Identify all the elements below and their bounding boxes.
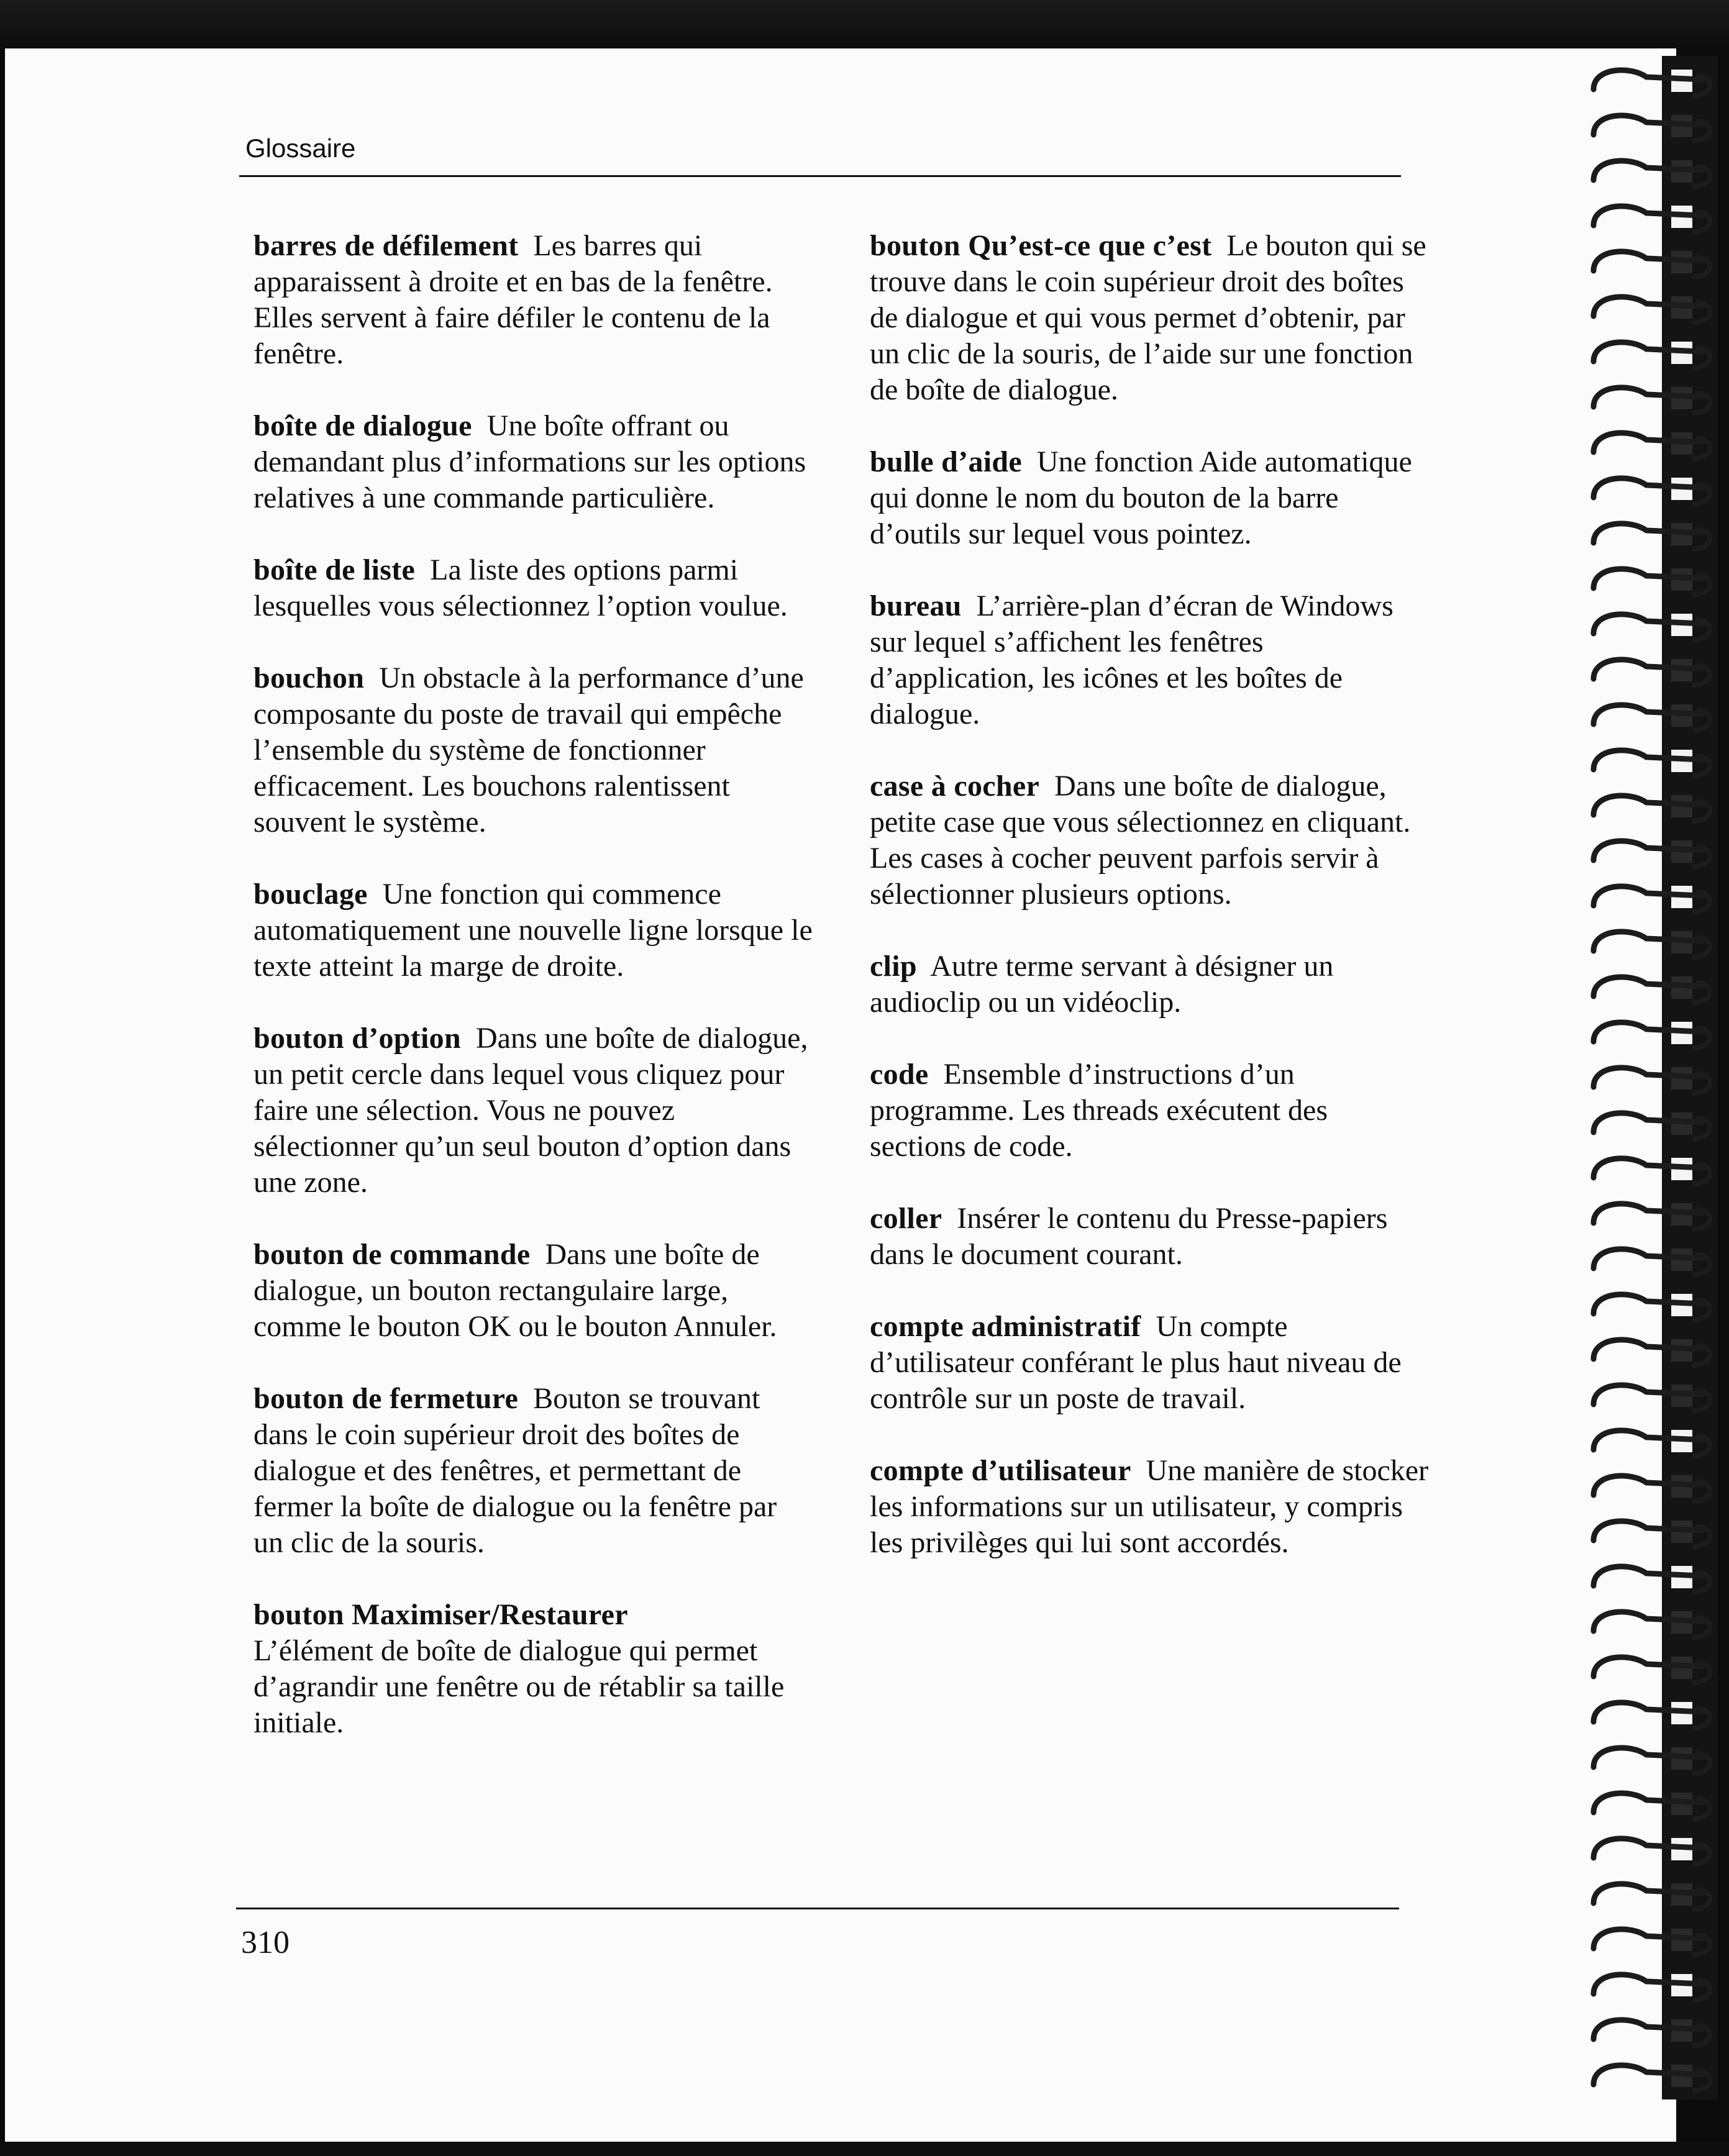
glossary-entry bbox=[870, 228, 1429, 408]
glossary-term: barres de défilement bbox=[253, 229, 519, 262]
scan-bottom-edge bbox=[0, 2142, 1729, 2156]
glossary-definition: Ensemble d’instructions d’un programme. Les threads exécutent des sections de code. bbox=[870, 1058, 1328, 1163]
glossary-definition: Un compte d’utilisateur conférant le plus haut niveau de contrôle sur un poste de travail. bbox=[870, 1310, 1402, 1415]
glossary-definition: La liste des options parmi lesquelles vous sélectionnez l’option voulue. bbox=[253, 553, 788, 622]
glossary-entry bbox=[870, 948, 1429, 1021]
glossary-definition: Insérer le contenu du Presse-papiers dans le document courant. bbox=[870, 1202, 1388, 1271]
glossary-entry bbox=[870, 1309, 1429, 1417]
glossary-term: bouclage bbox=[253, 878, 368, 911]
glossary-term: compte d’utilisateur bbox=[870, 1454, 1131, 1487]
glossary-definition: Dans une boîte de dialogue, un petit cercle dans lequel vous cliquez pour faire une sélection. Vous ne pouvez sélectionner qu’un seul bouton d’option dans une zone. bbox=[253, 1022, 808, 1199]
spiral-binding bbox=[1587, 56, 1718, 2099]
glossary-term: boîte de dialogue bbox=[253, 409, 472, 442]
running-header: Glossaire bbox=[245, 134, 356, 163]
glossary-definition: Une manière de stocker les informations sur un utilisateur, y compris les privilèges qui lui sont accordés. bbox=[870, 1454, 1429, 1559]
glossary-entry bbox=[870, 588, 1429, 732]
glossary-definition: Autre terme servant à désigner un audioclip ou un vidéoclip. bbox=[870, 950, 1334, 1019]
glossary-term: case à cocher bbox=[870, 770, 1040, 803]
glossary-term: bouton d’option bbox=[253, 1022, 461, 1055]
header-rule bbox=[239, 175, 1401, 177]
page-number: 310 bbox=[241, 1925, 290, 1960]
glossary-definition: L’élément de boîte de dialogue qui permet d’agrandir une fenêtre ou de rétablir sa taille initiale. bbox=[253, 1634, 785, 1739]
glossary-term: bouchon bbox=[253, 662, 365, 694]
glossary-definition: L’arrière-plan d’écran de Windows sur lequel s’affichent les fenêtres d’application, les icônes et les boîtes de dialogue. bbox=[870, 589, 1394, 730]
glossary-entry bbox=[870, 444, 1429, 552]
glossary-term: bureau bbox=[870, 589, 962, 622]
glossary-column-left bbox=[253, 228, 813, 1777]
glossary-entry bbox=[253, 1597, 813, 1741]
glossary-entry bbox=[870, 1057, 1429, 1165]
glossary-entry bbox=[253, 1237, 813, 1345]
glossary-entry bbox=[253, 876, 813, 985]
glossary-term: code bbox=[870, 1058, 929, 1091]
glossary-entry bbox=[253, 660, 813, 840]
glossary-definition: Une fonction Aide automatique qui donne le nom du bouton de la barre d’outils sur lequel vous pointez. bbox=[870, 445, 1412, 550]
footer-rule bbox=[236, 1908, 1399, 1909]
glossary-term: bouton de fermeture bbox=[253, 1382, 519, 1415]
glossary-definition: Une fonction qui commence automatiquement une nouvelle ligne lorsque le texte atteint la marge de droite. bbox=[253, 878, 813, 983]
scan-top-edge bbox=[0, 0, 1729, 48]
glossary-term: bouton de commande bbox=[253, 1238, 531, 1271]
glossary-term: coller bbox=[870, 1202, 942, 1235]
glossary-term: clip bbox=[870, 950, 917, 983]
glossary-definition: Dans une boîte de dialogue, petite case que vous sélectionnez en cliquant. Les cases à cocher peuvent parfois servir à sélectionner plusieurs options. bbox=[870, 770, 1411, 911]
glossary-definition: Une boîte offrant ou demandant plus d’informations sur les options relatives à une commande particulière. bbox=[253, 409, 806, 514]
glossary-term: compte administratif bbox=[870, 1310, 1141, 1343]
glossary-term: boîte de liste bbox=[253, 553, 416, 586]
glossary-definition: Bouton se trouvant dans le coin supérieur droit des boîtes de dialogue et des fenêtres, et permettant de fermer la boîte de dialogue ou la fenêtre par un clic de la souris. bbox=[253, 1382, 777, 1559]
glossary-term: bouton Qu’est-ce que c’est bbox=[870, 229, 1212, 262]
glossary-entry bbox=[253, 552, 813, 624]
glossary-entry bbox=[253, 1021, 813, 1201]
glossary-definition: Dans une boîte de dialogue, un bouton rectangulaire large, comme le bouton OK ou le bouton Annuler. bbox=[253, 1238, 777, 1343]
glossary-term: bouton Maximiser/Restaurer bbox=[253, 1598, 628, 1631]
glossary-entry bbox=[870, 1201, 1429, 1273]
glossary-term: bulle d’aide bbox=[870, 445, 1022, 478]
glossary-entry bbox=[253, 408, 813, 516]
glossary-entry bbox=[253, 228, 813, 372]
glossary-entry bbox=[253, 1381, 813, 1561]
glossary-definition: Les barres qui apparaissent à droite et en bas de la fenêtre. Elles servent à faire défiler le contenu de la fenêtre. bbox=[253, 229, 773, 370]
glossary-column-right bbox=[870, 228, 1429, 1597]
glossary-definition: Le bouton qui se trouve dans le coin supérieur droit des boîtes de dialogue et qui vous permet d’obtenir, par un clic de la souris, de l’aide sur une fonction de boîte de dialogue. bbox=[870, 229, 1426, 406]
glossary-entry bbox=[870, 1453, 1429, 1561]
glossary-definition: Un obstacle à la performance d’une composante du poste de travail qui empêche l’ensemble du système de fonctionner efficacement. Les bouchons ralentissent souvent le système. bbox=[253, 662, 804, 839]
glossary-entry bbox=[870, 768, 1429, 912]
